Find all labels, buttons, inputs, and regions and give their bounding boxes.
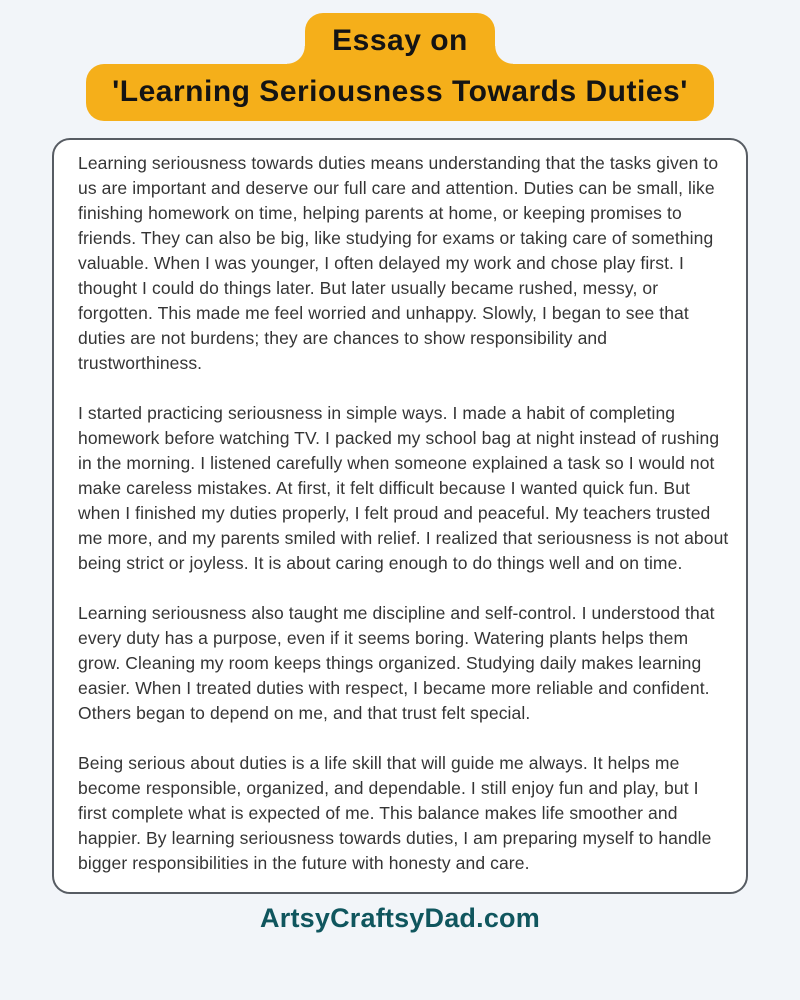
site-name: ArtsyCraftsyDad.com	[260, 903, 540, 933]
title-badge-main	[86, 64, 714, 121]
essay-paragraph-1: Learning seriousness towards duties means understanding that the tasks given to us are important and deserve our full care and attention. Duties can be small, like finishing homework on time, helping parents at home, or keeping promises to friends. They can also be big, like studying for exams or taking care of something valuable. When I was younger, I often delayed my work and chose play first. I thought I could do things later. But later usually became rushed, messy, or forgotten. This made me feel worried and unhappy. Slowly, I began to see that duties are not burdens; they are chances to show responsibility and trustworthiness.	[78, 153, 719, 373]
essay-paragraph-3: Learning seriousness also taught me discipline and self-control. I understood that every duty has a purpose, even if it seems boring. Watering plants helps them grow. Cleaning my room keeps things organized. Studying daily makes learning easier. When I treated duties with respect, I became more reliable and confident. Others began to depend on me, and that trust felt special.	[78, 603, 715, 723]
title-badge-top	[305, 13, 495, 64]
essay-title	[0, 0, 800, 121]
essay-card	[52, 138, 748, 894]
title-line-1: Essay on	[332, 24, 468, 57]
essay-paragraph-2: I started practicing seriousness in simple ways. I made a habit of completing homework before watching TV. I packed my school bag at night instead of rushing in the morning. I listened carefully when someone explained a task so I would not make careless mistakes. At first, it felt difficult because I wanted quick fun. But when I finished my duties properly, I felt proud and peaceful. My teachers trusted me more, and my parents smiled with relief. I realized that seriousness is not about being strict or joyless. It is about caring enough to do things well and on time.	[78, 403, 729, 573]
site-footer	[0, 903, 800, 934]
title-line-2: 'Learning Seriousness Towards Duties'	[112, 75, 688, 108]
essay-paragraph-4: Being serious about duties is a life skill that will guide me always. It helps me become responsible, organized, and dependable. I still enjoy fun and play, but I first complete what is expected of me. This balance makes life smoother and happier. By learning seriousness towards duties, I am preparing myself to handle bigger responsibilities in the future with honesty and care.	[78, 753, 712, 873]
